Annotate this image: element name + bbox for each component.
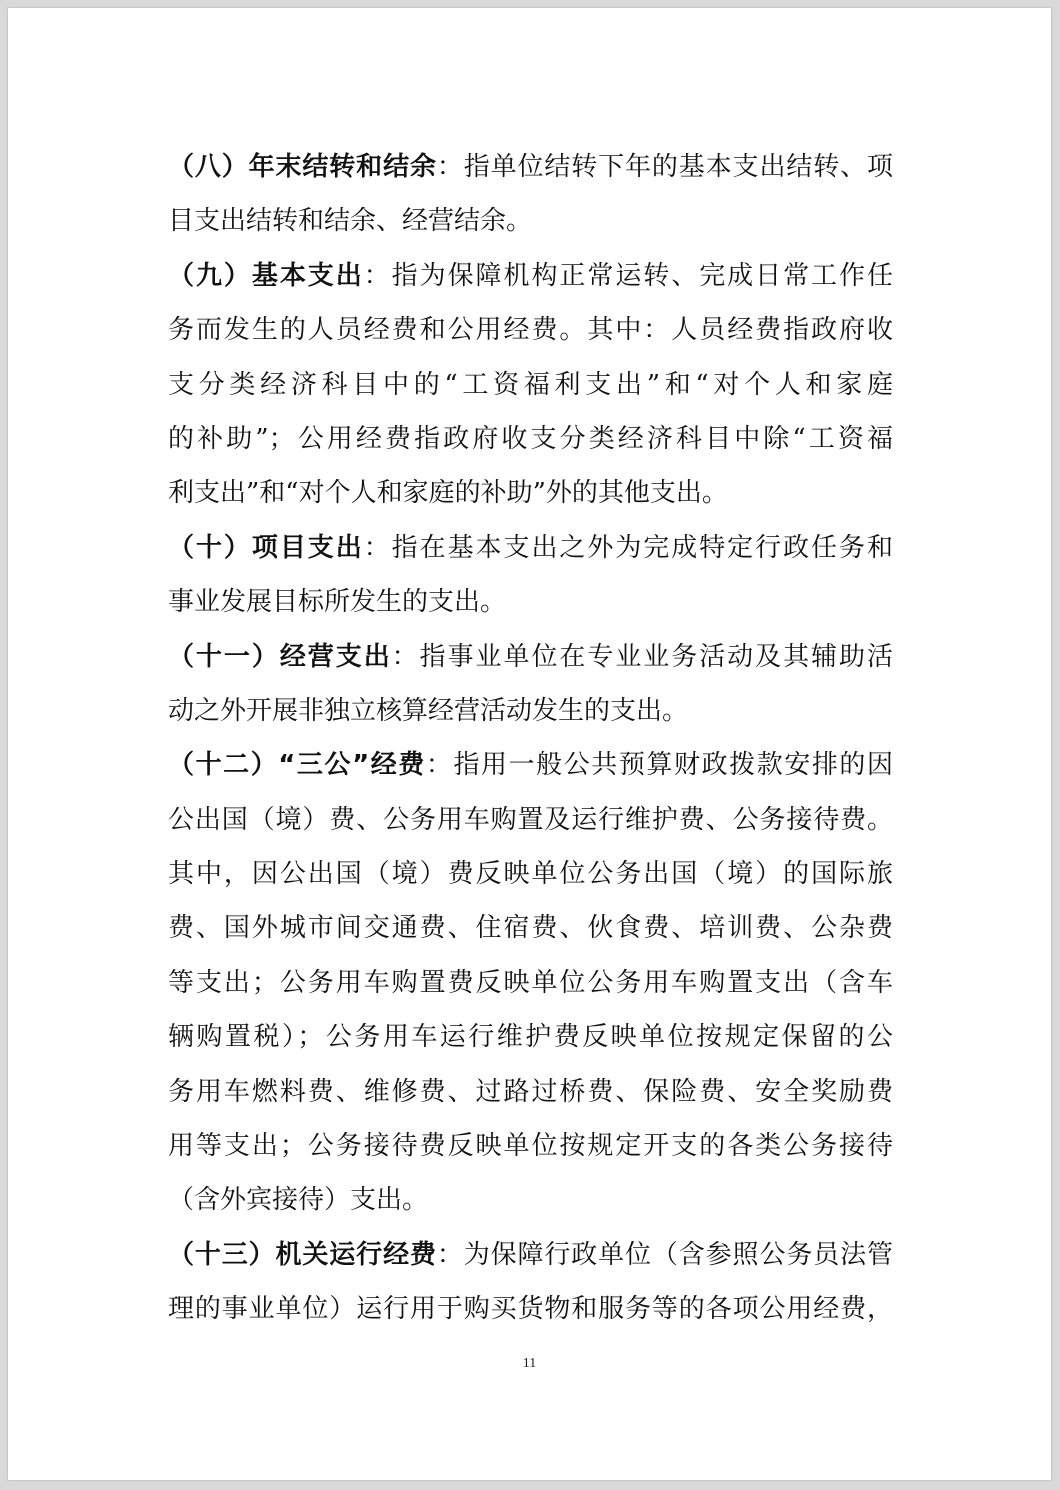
paragraph-10-term: （十）项目支出 [168,532,364,563]
paragraph-9-line-4: 的补助”；公用经费指政府收支分类经济科目中除“工资福 [168,423,893,454]
paragraph-12-line-3: 其中，因公出国（境）费反映单位公务出国（境）的国际旅 [168,859,893,890]
paragraph-8-term: （八）年末结转和结余 [168,152,437,182]
paragraph-9-line-5: 利支出”和“对个人和家庭的补助”外的其他支出。 [168,478,728,509]
paragraph-12-term: （十二）“三公”经费 [168,750,426,781]
page-number: 11 [522,1356,537,1371]
document-page [8,8,1051,1480]
paragraph-11-line-1 [168,630,893,684]
paragraph-10-line-2: 事业发展目标所发生的支出。 [168,587,507,618]
paragraph-12-line-5: 等支出；公务用车购置费反映单位公务用车购置支出（含车 [168,967,893,998]
paragraph-13-term: （十三）机关运行经费 [168,1239,437,1270]
paragraph-12-line-6: 辆购置税）；公务用车运行维护费反映单位按规定保留的公 [168,1022,893,1053]
paragraph-11-text: ：指事业单位在专业业务活动及其辅助活 [391,641,893,672]
paragraph-9-line-2: 务而发生的人员经费和公用经费。其中：人员经费指政府收 [168,315,893,346]
paragraph-12-line-8: 用等支出；公务接待费反映单位按规定开支的各类公务接待 [168,1131,893,1162]
paragraph-9-term: （九）基本支出 [168,260,364,291]
paragraph-10-text: ：指在基本支出之外为完成特定行政任务和 [363,532,893,563]
paragraph-13-line-2: 理的事业单位）运行用于购买货物和服务等的各项公用经费， [168,1294,893,1325]
paragraph-11-term: （十一）经营支出 [168,641,392,672]
paragraph-12-text: ：指用一般公共预算财政拨款安排的因 [425,750,893,781]
paragraph-8-line-2: 目支出结转和结余、经营结余。 [168,206,533,237]
paragraph-12-line-7: 务用车燃料费、维修费、过路过桥费、保险费、安全奖励费 [168,1076,893,1107]
paragraph-11-line-2: 动之外开展非独立核算经营活动发生的支出。 [168,695,689,726]
paragraph-13-line-1 [168,1228,893,1282]
paragraph-13-text: ：为保障行政单位（含参照公务员法管 [436,1239,893,1270]
paragraph-12-line-4: 费、国外城市间交通费、住宿费、伙食费、培训费、公杂费 [168,913,893,944]
paragraph-12-line-9: （含外宾接待）支出。 [168,1185,429,1216]
paragraph-9-line-1 [168,249,893,303]
paragraph-10-line-1 [168,521,893,575]
paragraph-8-text: ：指单位结转下年的基本支出结转、项 [436,152,893,182]
paragraph-8-line-1 [168,140,893,194]
paragraph-9-text: ：指为保障机构正常运转、完成日常工作任 [363,260,893,291]
page-body [168,140,893,1337]
paragraph-12-line-1 [168,738,893,792]
paragraph-12-line-2: 公出国（境）费、公务用车购置及运行维护费、公务接待费。 [168,804,893,835]
paragraph-9-line-3: 支分类经济科目中的“工资福利支出”和“对个人和家庭 [168,369,893,400]
